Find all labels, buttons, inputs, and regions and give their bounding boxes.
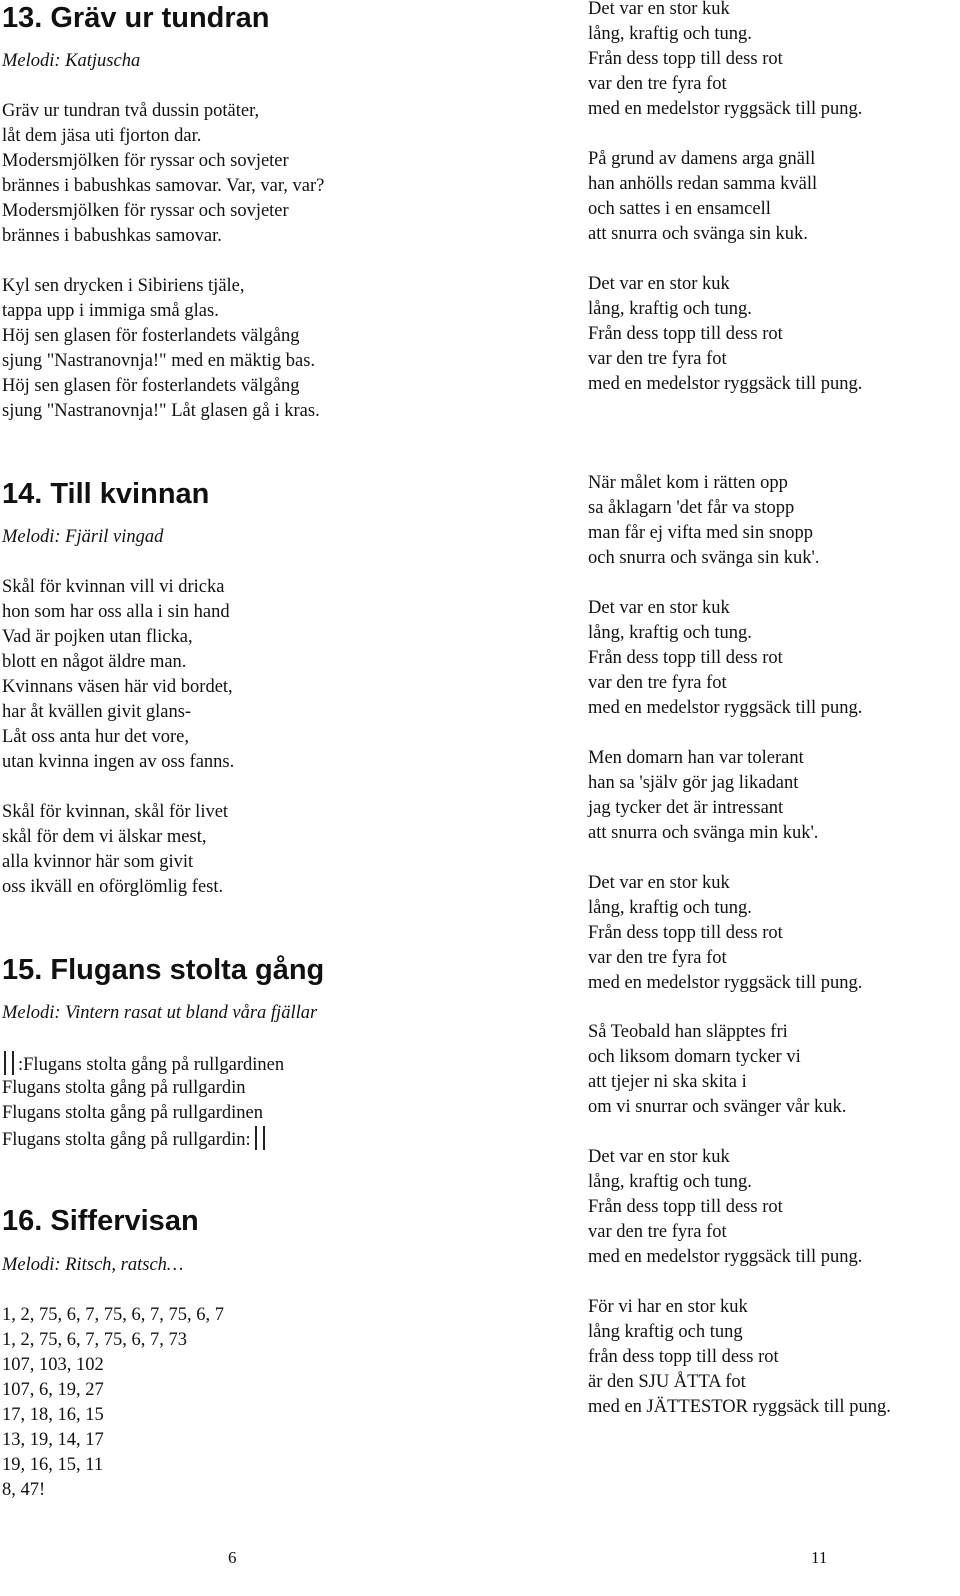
lyric-line: Det var en stor kuk: [588, 274, 730, 294]
song-13-melody: Melodi: Katjuscha: [2, 51, 141, 71]
lyric-line: att tjejer ni ska skita i: [588, 1072, 747, 1092]
lyric-line: med en medelstor ryggsäck till pung.: [588, 374, 863, 394]
lyric-line: om vi snurrar och svänger vår kuk.: [588, 1097, 847, 1117]
lyric-line: var den tre fyra fot: [588, 74, 727, 94]
lyric-line: På grund av damens arga gnäll: [588, 149, 816, 169]
lyric-line: han sa 'själv gör jag likadant: [588, 773, 799, 793]
lyric-line: Det var en stor kuk: [588, 873, 730, 893]
lyric-line: Skål för kvinnan, skål för livet: [2, 802, 229, 822]
lyric-line: sa åklagarn 'det får va stopp: [588, 498, 795, 518]
lyric-line: brännes i babushkas samovar. Var, var, var?: [2, 176, 325, 196]
lyric-line: sjung "Nastranovnja!" Låt glasen gå i kras.: [2, 401, 320, 421]
lyric-line-repeat-start: [2, 1051, 284, 1078]
lyric-line: 19, 16, 15, 11: [2, 1455, 104, 1475]
lyric-line: med en medelstor ryggsäck till pung.: [588, 99, 863, 119]
lyric-line: alla kvinnor här som givit: [2, 852, 194, 872]
lyric-line: Så Teobald han släpptes fri: [588, 1022, 788, 1042]
lyric-line: Modersmjölken för ryssar och sovjeter: [2, 151, 289, 171]
lyric-line: lång, kraftig och tung.: [588, 24, 752, 44]
song-15-title: 15. Flugans stolta gång: [2, 954, 325, 986]
lyric-line: han anhölls redan samma kväll: [588, 174, 818, 194]
lyric-line: brännes i babushkas samovar.: [2, 226, 222, 246]
song-14-melody: Melodi: Fjäril vingad: [2, 527, 164, 547]
lyric-line: Det var en stor kuk: [588, 1147, 730, 1167]
lyric-line: med en JÄTTESTOR ryggsäck till pung.: [588, 1397, 891, 1417]
lyric-line: Det var en stor kuk: [588, 598, 730, 618]
lyric-line: man får ej vifta med sin snopp: [588, 523, 814, 543]
lyric-line: 107, 103, 102: [2, 1355, 104, 1375]
song-14-title: 14. Till kvinnan: [2, 478, 210, 510]
lyric-line: Vad är pojken utan flicka,: [2, 627, 193, 647]
lyric-text: Flugans stolta gång på rullgardin:: [2, 1130, 251, 1150]
lyric-line: Låt oss anta hur det vore,: [2, 727, 189, 747]
lyric-line: Flugans stolta gång på rullgardin: [2, 1078, 246, 1098]
lyric-line: 13, 19, 14, 17: [2, 1430, 104, 1450]
lyric-line: blott en något äldre man.: [2, 652, 187, 672]
lyric-line: skål för dem vi älskar mest,: [2, 827, 207, 847]
lyric-line: 17, 18, 16, 15: [2, 1405, 104, 1425]
lyric-line: Från dess topp till dess rot: [588, 923, 783, 943]
song-16-melody: Melodi: Ritsch, ratsch…: [2, 1255, 184, 1275]
lyric-line: med en medelstor ryggsäck till pung.: [588, 1247, 863, 1267]
lyric-line: sjung "Nastranovnja!" med en mäktig bas.: [2, 351, 316, 371]
lyric-line: Från dess topp till dess rot: [588, 49, 783, 69]
lyric-line: oss ikväll en oförglömlig fest.: [2, 877, 224, 897]
lyric-line: Flugans stolta gång på rullgardinen: [2, 1103, 264, 1123]
lyric-line: och liksom domarn tycker vi: [588, 1047, 801, 1067]
lyric-line: Men domarn han var tolerant: [588, 748, 804, 768]
lyric-line: Kyl sen drycken i Sibiriens tjäle,: [2, 276, 245, 296]
lyric-line: var den tre fyra fot: [588, 1222, 727, 1242]
lyric-line: med en medelstor ryggsäck till pung.: [588, 698, 863, 718]
lyric-line: 8, 47!: [2, 1480, 46, 1500]
lyric-line-repeat-end: [2, 1126, 265, 1153]
lyric-line: lång, kraftig och tung.: [588, 623, 752, 643]
lyric-line: När målet kom i rätten opp: [588, 473, 788, 493]
lyric-line: låt dem jäsa uti fjorton dar.: [2, 126, 202, 146]
lyric-line: Från dess topp till dess rot: [588, 324, 783, 344]
lyric-line: att snurra och svänga sin kuk.: [588, 224, 808, 244]
lyric-line: Kvinnans väsen här vid bordet,: [2, 677, 233, 697]
lyric-line: från dess topp till dess rot: [588, 1347, 779, 1367]
lyric-line: För vi har en stor kuk: [588, 1297, 748, 1317]
song-15-melody: Melodi: Vintern rasat ut bland våra fjällar: [2, 1003, 318, 1023]
page-number-right: 11: [811, 1548, 828, 1567]
lyric-line: 1, 2, 75, 6, 7, 75, 6, 7, 73: [2, 1330, 187, 1350]
lyric-line: lång, kraftig och tung.: [588, 1172, 752, 1192]
lyric-line: Från dess topp till dess rot: [588, 648, 783, 668]
lyric-line: var den tre fyra fot: [588, 673, 727, 693]
lyric-line: Gräv ur tundran två dussin potäter,: [2, 101, 260, 121]
lyric-line: har åt kvällen givit glans-: [2, 702, 192, 722]
lyric-line: med en medelstor ryggsäck till pung.: [588, 973, 863, 993]
lyric-line: Modersmjölken för ryssar och sovjeter: [2, 201, 289, 221]
lyric-line: lång kraftig och tung: [588, 1322, 743, 1342]
lyric-line: och snurra och svänga sin kuk'.: [588, 548, 820, 568]
lyric-line: är den SJU ÅTTA fot: [588, 1372, 746, 1392]
lyric-line: Skål för kvinnan vill vi dricka: [2, 577, 225, 597]
lyric-line: 1, 2, 75, 6, 7, 75, 6, 7, 75, 6, 7: [2, 1305, 224, 1325]
lyric-line: och sattes i en ensamcell: [588, 199, 771, 219]
lyric-line: att snurra och svänga min kuk'.: [588, 823, 819, 843]
lyric-line: 107, 6, 19, 27: [2, 1380, 104, 1400]
repeat-end-sign: [255, 1126, 265, 1150]
lyric-line: jag tycker det är intressant: [588, 798, 784, 818]
lyric-text: :Flugans stolta gång på rullgardinen: [18, 1055, 285, 1075]
lyric-line: Det var en stor kuk: [588, 0, 730, 19]
lyric-line: var den tre fyra fot: [588, 349, 727, 369]
lyric-line: tappa upp i immiga små glas.: [2, 301, 219, 321]
song-16-title: 16. Siffervisan: [2, 1205, 199, 1237]
lyric-line: var den tre fyra fot: [588, 948, 727, 968]
lyric-line: Från dess topp till dess rot: [588, 1197, 783, 1217]
lyric-line: lång, kraftig och tung.: [588, 299, 752, 319]
page-number-left: 6: [228, 1548, 237, 1567]
repeat-start-sign: [4, 1051, 14, 1075]
lyric-line: Höj sen glasen för fosterlandets välgång: [2, 326, 300, 346]
song-13-title: 13. Gräv ur tundran: [2, 2, 270, 34]
lyric-line: utan kvinna ingen av oss fanns.: [2, 752, 235, 772]
lyric-line: hon som har oss alla i sin hand: [2, 602, 230, 622]
lyric-line: Höj sen glasen för fosterlandets välgång: [2, 376, 300, 396]
lyric-line: lång, kraftig och tung.: [588, 898, 752, 918]
